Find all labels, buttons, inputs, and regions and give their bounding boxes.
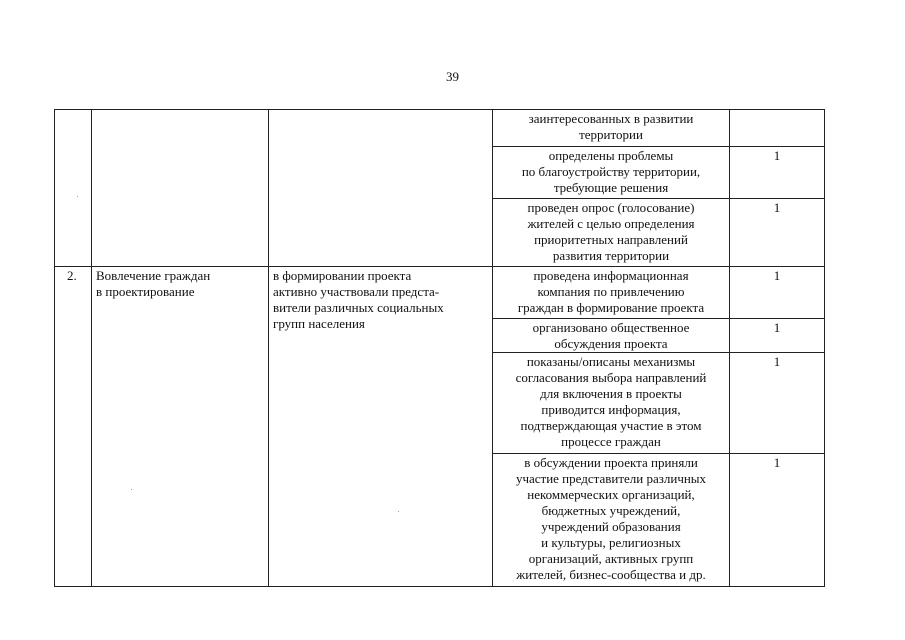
criterion-name-cell: Вовлечение граждан в проектирование xyxy=(92,267,269,587)
score-cell: 1 xyxy=(730,319,825,353)
score-cell: 1 xyxy=(730,199,825,267)
indicator-cell: проведена информационная компания по привлечению граждан в формирование проекта xyxy=(493,267,730,319)
row-number-cell xyxy=(55,110,92,267)
criteria-table xyxy=(54,109,825,587)
scan-speck xyxy=(77,196,78,197)
indicator-cell: проведен опрос (голосование) жителей с целью определения приоритетных направлений развития территории xyxy=(493,199,730,267)
criterion-name-cell xyxy=(92,110,269,267)
scan-speck xyxy=(398,511,399,512)
table-row xyxy=(55,267,825,319)
indicator-cell: заинтересованных в развитии территории xyxy=(493,110,730,147)
scan-speck xyxy=(131,489,132,490)
score-cell: 1 xyxy=(730,454,825,587)
score-cell: 1 xyxy=(730,353,825,454)
criterion-description-cell xyxy=(269,110,493,267)
page-number: 39 xyxy=(446,69,459,84)
score-cell xyxy=(730,110,825,147)
indicator-cell: в обсуждении проекта приняли участие представители различных некоммерческих организаций, бюджетных учреждений, учреждений образования и культуры, религиозных организаций, активных групп жителей, бизнес-сообщества и др. xyxy=(493,454,730,587)
score-cell: 1 xyxy=(730,267,825,319)
indicator-cell: организовано общественное обсуждения проекта xyxy=(493,319,730,353)
table-row xyxy=(55,110,825,147)
indicator-cell: определены проблемы по благоустройству территории, требующие решения xyxy=(493,147,730,199)
indicator-cell: показаны/описаны механизмы согласования выбора направлений для включения в проекты приводится информация, подтверждающая участие в этом процессе граждан xyxy=(493,353,730,454)
score-cell: 1 xyxy=(730,147,825,199)
criterion-description-cell: в формировании проекта активно участвовали предста- вители различных социальных групп населения xyxy=(269,267,493,587)
row-number-cell: 2. xyxy=(55,267,92,587)
